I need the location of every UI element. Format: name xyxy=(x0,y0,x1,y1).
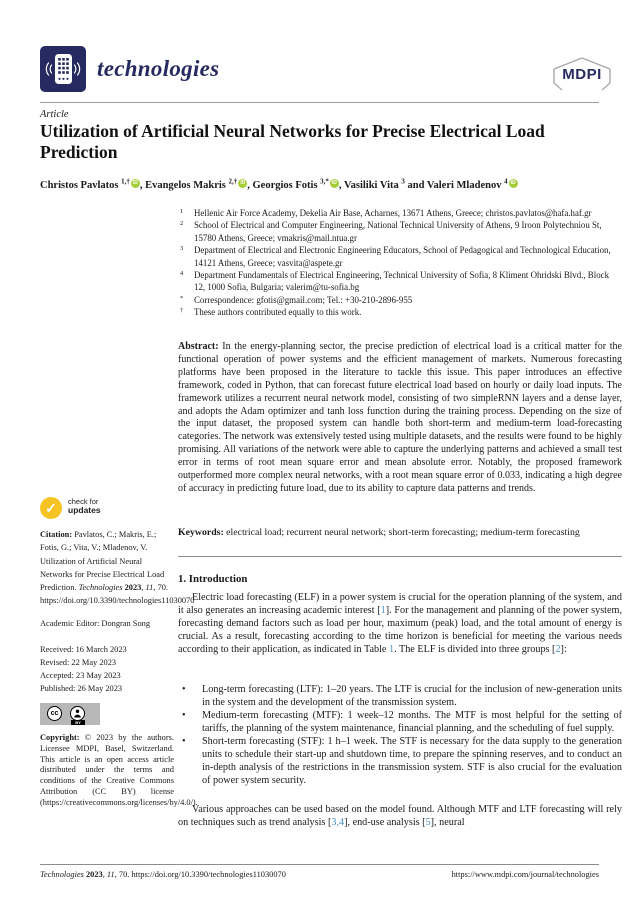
footer-journal-url[interactable]: https://www.mdpi.com/journal/technologies xyxy=(451,870,599,879)
mdpi-logo[interactable] xyxy=(551,55,613,95)
affiliation-1: 1 Hellenic Air Force Academy, Dekelia Air Base, Acharnes, 13671 Athens, Greece; christos.pavlatos@hafa.haf.gr xyxy=(180,208,592,218)
by-label: BY xyxy=(71,720,85,725)
section-heading-introduction: 1. Introduction xyxy=(178,573,248,585)
affiliations xyxy=(178,207,622,319)
list-item: • Long-term forecasting (LTF): 1–20 years. The LTF is crucial for the inclusion of new-generation units in the system and the development of the transmission system. xyxy=(182,684,622,708)
author: Vasiliki Vita $^3$ and xyxy=(343,177,427,191)
intro-paragraph-1: Electric load forecasting (ELF) in a power system is crucial for the operation planning of the system, and it also generates an increasing academic interest [1]. For the management and planning of the power system, forecasting demand factors such as load per hour, maximum (peak) load, and the total amount of energy is crucial. As a result, forecasting according to the time horizon is beneficial for meeting the various needs according to their application, as indicated in Table 1. The ELF is divided into three groups [2]: xyxy=(178,592,622,655)
author: Georgios Fotis $^{3,*}$ iD , xyxy=(252,177,344,191)
revised-date: Revised: 22 May 2023 xyxy=(40,658,117,667)
bullet-icon: • xyxy=(182,684,186,695)
authors-line xyxy=(40,177,625,191)
equal-contribution-note: † These authors contributed equally to this work. xyxy=(180,307,362,318)
copyright-notice: Copyright: © 2023 by the authors. Licensee MDPI, Basel, Switzerland. This article is an open access article distributed under the terms and conditions of the Creative Commons Attribution (CC BY) license (https://creativecommons.org/licenses/by/4.0/). xyxy=(40,733,198,807)
cc-by-license-badge[interactable] xyxy=(40,703,100,725)
journal-name: technologies xyxy=(97,56,220,81)
dates-block xyxy=(40,643,174,695)
author: Valeri Mladenov $^4$ iD xyxy=(426,177,516,191)
check-icon: ✓ xyxy=(40,497,62,519)
ref-link[interactable]: 3,4 xyxy=(331,817,345,828)
technologies-journal-logo-icon[interactable] xyxy=(40,46,86,92)
footer-citation[interactable]: Technologies 2023, 11, 70. https://doi.org/10.3390/technologies11030070 xyxy=(40,870,286,879)
mdpi-logo-text: MDPI xyxy=(562,66,602,83)
accepted-date: Accepted: 23 May 2023 xyxy=(40,671,121,680)
list-item: • Medium-term forecasting (MTF): 1 week–12 months. The MTF is most helpful for the setting of tariffs, the planning of the system maintenance, financial planning, and the scheduling of fuel supply. xyxy=(182,710,622,734)
orcid-icon[interactable]: iD xyxy=(240,179,246,186)
page-title: Utilization of Artificial Neural Networks for Precise Electrical Load Prediction xyxy=(40,121,545,162)
check-badge-label: check for updates xyxy=(68,497,101,515)
keywords-divider xyxy=(178,556,622,557)
ref-link[interactable]: 5 xyxy=(425,817,431,828)
ref-link[interactable]: 1 xyxy=(380,605,386,616)
published-date: Published: 26 May 2023 xyxy=(40,684,123,693)
orcid-icon[interactable]: iD xyxy=(510,179,516,186)
correspondence-note: * Correspondence: gfotis@gmail.com; Tel.: +30-210-2896-955 xyxy=(180,294,413,305)
abstract: Abstract: In the energy-planning sector, the precise prediction of electrical load is a critical matter for the functional operation of power systems and the efficient management of markets. Numerous forecasting platforms have been proposed in the literature to tackle this issue. This paper introduces an effective framework, coded in Python, that can forecast future electrical load based on hourly or daily load inputs. The framework utilizes a recurrent neural network model, consisting of two simpleRNN layers and a dense layer, and adopts the Adam optimizer and tanh loss function during the training process. Depending on the size of the input dataset, the proposed system can handle both short-term and medium-term load-forecasting categories. The network was extensively tested using multiple datasets, and the results were found to be highly promising. All variations of the network were able to capture the underlying patterns and achieved a small test error in terms of root mean square error and mean absolute error. Notably, the proposed framework outperformed more complex neural networks, with a root mean square error of 0.033, indicating a high degree of accuracy in predicting future load, due to its ability to capture data patterns and trends. xyxy=(178,341,622,494)
author: Christos Pavlatos $^{1,\dagger}$ iD , xyxy=(40,177,146,191)
academic-editor: Academic Editor: Dongran Song xyxy=(40,619,151,628)
article-type-label: Article xyxy=(40,109,69,120)
affiliation-4: 4 Department Fundamentals of Electrical Engineering, Technical University of Sofia, 8 Kliment Ohridski Blvd., Block 12, 1000 Sofia, Bulgaria; valerim@tu-sofia.bg xyxy=(180,270,610,293)
ref-link[interactable]: 1 xyxy=(388,644,395,655)
person-icon xyxy=(70,706,85,721)
affiliation-3: 3 Department of Electrical and Electronic Engineering Educators, School of Pedagogical and Technological Education, 14121 Athens, Greece; vasvita@aspete.gr xyxy=(180,245,611,268)
cc-icon: cc xyxy=(47,706,62,721)
citation-block: Citation: Pavlatos, C.; Makris, E.; Fotis, G.; Vita, V.; Mladenov, V. Utilization of Artificial Neural Networks for Precise Electrical Load Prediction. Technologies 2023, 11, 70. https://doi.org/10.3390/technologies11030070 xyxy=(40,530,195,606)
orcid-icon[interactable]: iD xyxy=(331,179,337,186)
received-date: Received: 16 March 2023 xyxy=(40,645,127,654)
intro-paragraph-2: Various approaches can be used based on the model found. Although MTF and LTF forecasting will rely on techniques such as trend analysis [3,4], end-use analysis [5], neural xyxy=(178,804,622,828)
list-item: • Short-term forecasting (STF): 1 h–1 week. The STF is necessary for the data supply to the generation units to schedule their start-up and shutdown time, to prepare the spinning reserves, and to conduct an in-depth analysis of the restrictions in the transmission system. STF is also crucial for the evaluation of power system security. xyxy=(182,736,622,786)
bullet-icon: • xyxy=(182,736,186,747)
footer-divider xyxy=(40,864,599,865)
bullet-icon: • xyxy=(182,710,186,721)
check-for-updates-badge[interactable] xyxy=(40,496,130,522)
ref-link[interactable]: 2 xyxy=(555,644,561,655)
author: Evangelos Makris $^{2,\dagger}$ iD , xyxy=(145,177,253,191)
orcid-icon[interactable]: iD xyxy=(132,179,138,186)
forecast-types-list xyxy=(178,683,622,787)
keywords: Keywords: electrical load; recurrent neural network; short-term forecasting; medium-term forecasting xyxy=(178,527,580,538)
header-divider xyxy=(40,102,599,103)
affiliation-2: 2 School of Electrical and Computer Engineering, National Technical University of Athens, 9 Iroon Polytechniou St, 15780 Athens, Greece; vmakris@mail.ntua.gr xyxy=(180,220,602,243)
